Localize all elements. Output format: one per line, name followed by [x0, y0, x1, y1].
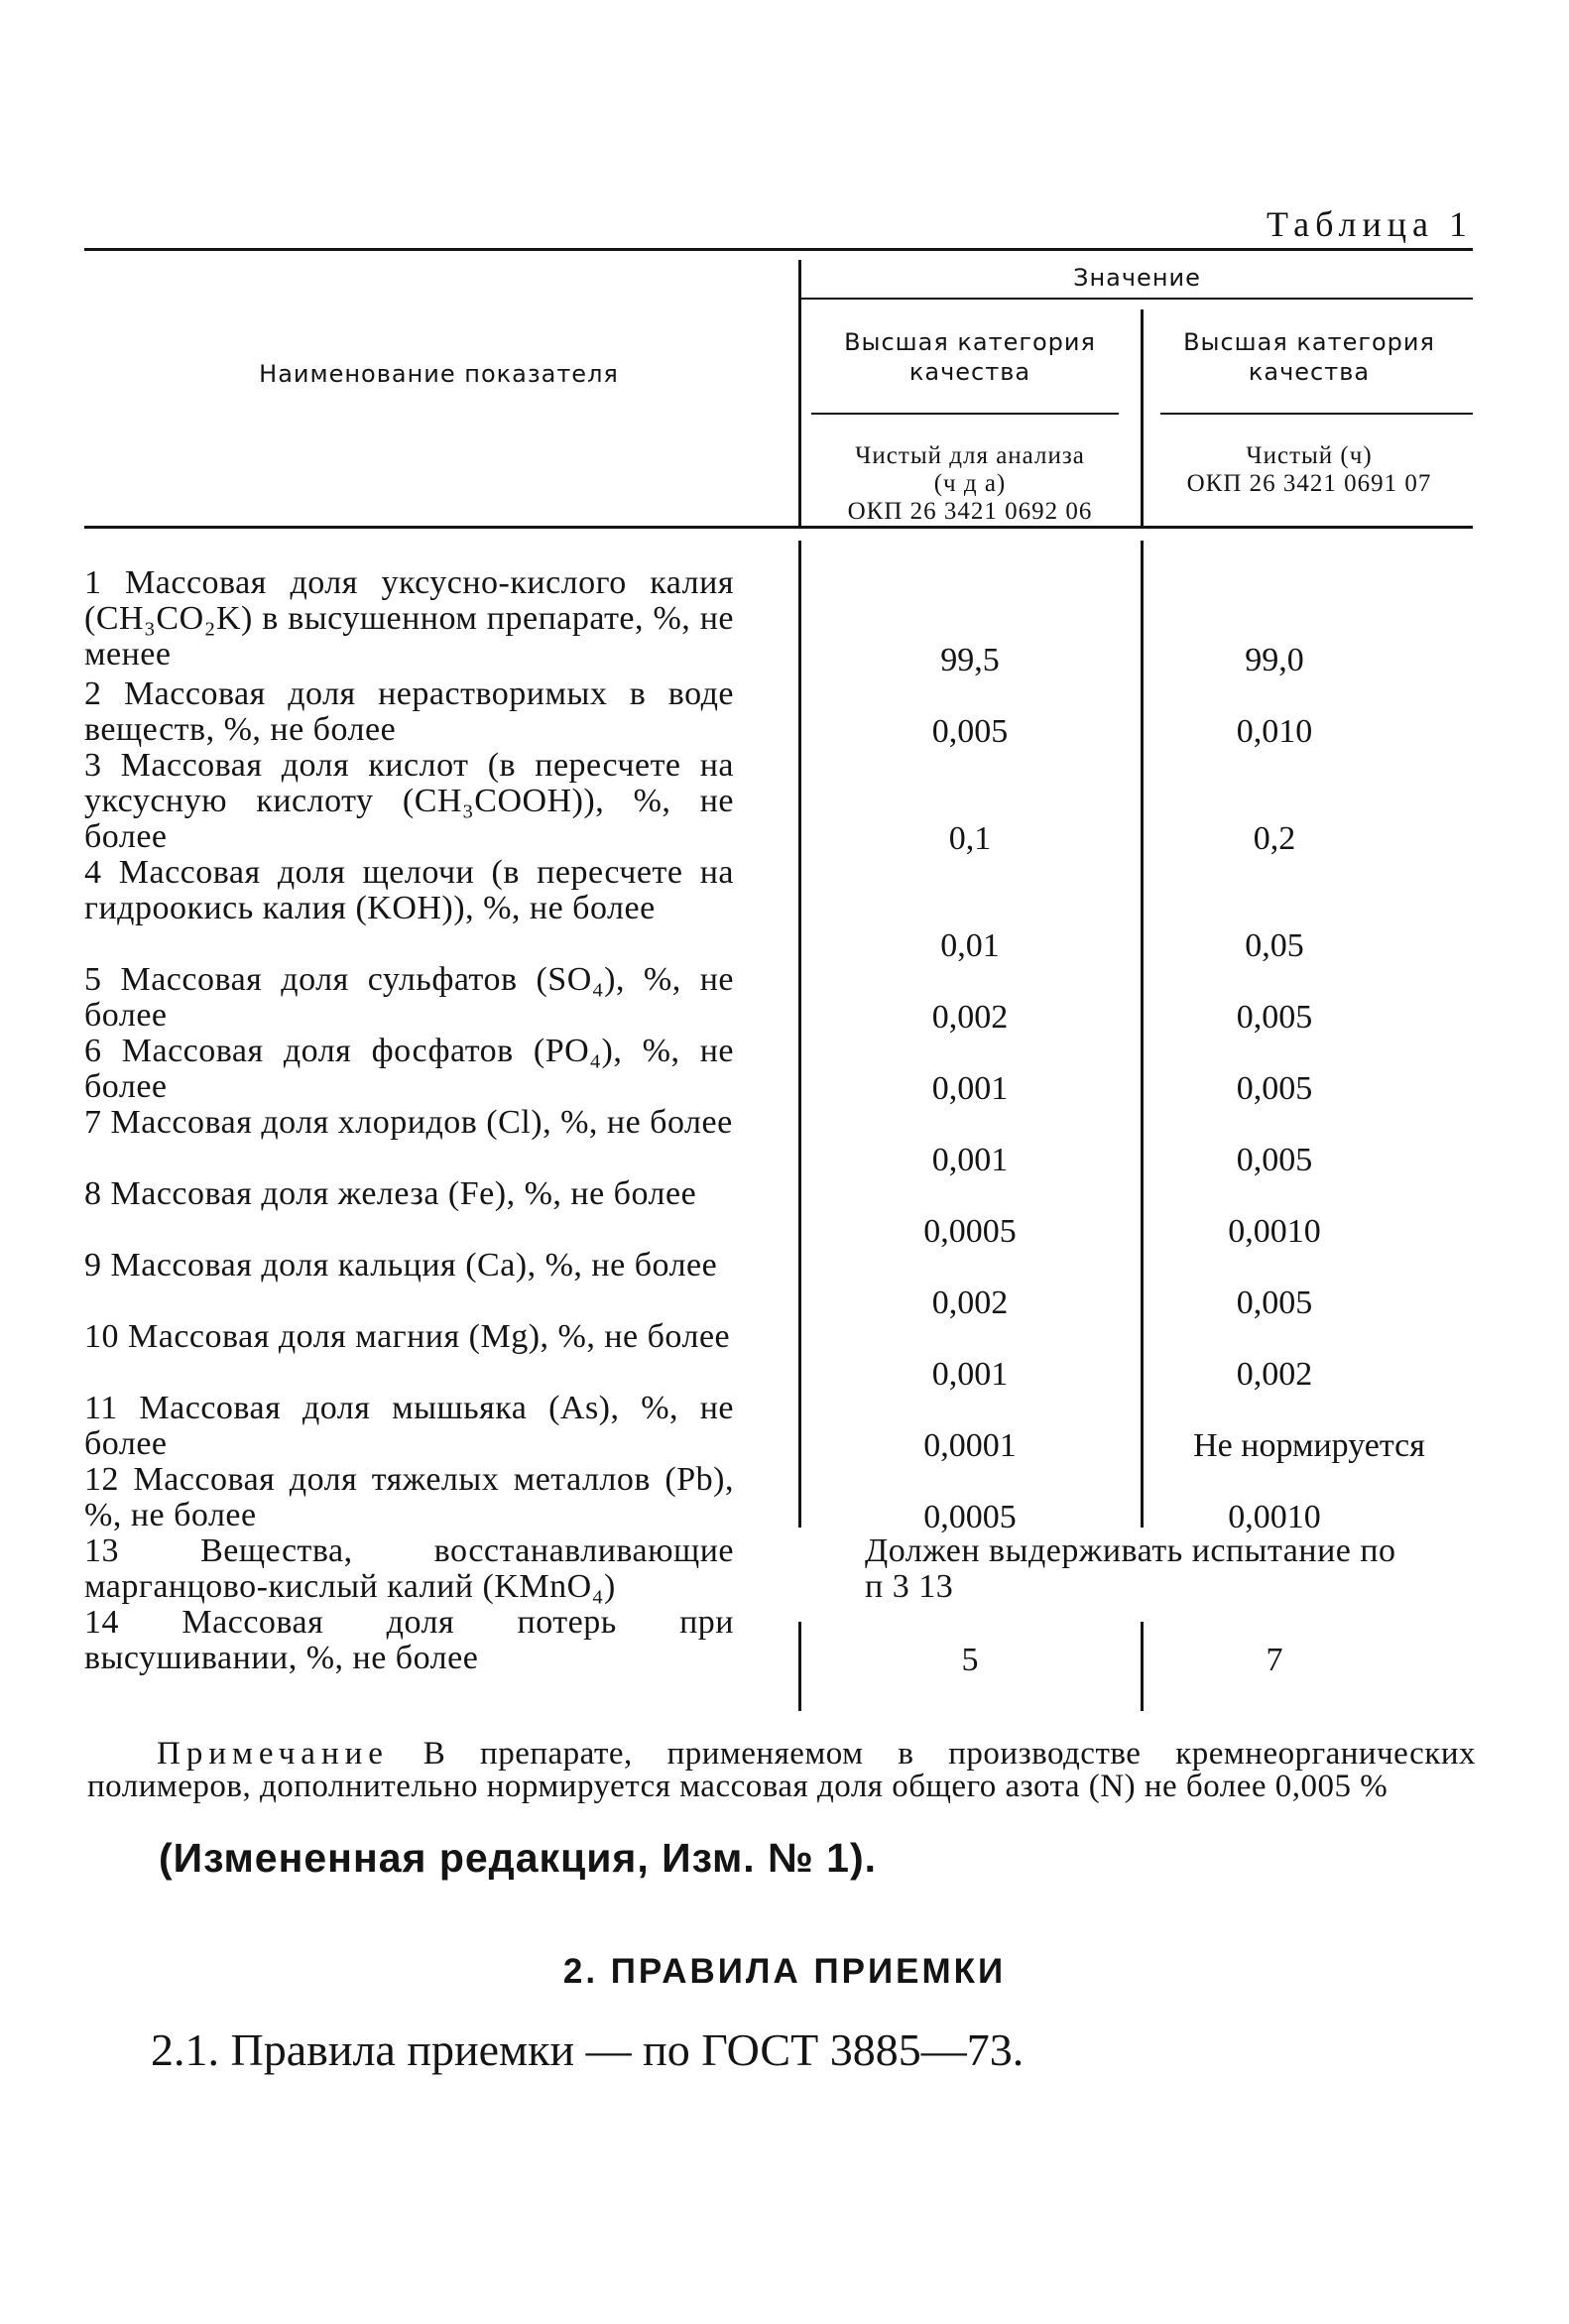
value-group-rule: [798, 298, 1473, 300]
table-caption: Таблица 1: [1267, 204, 1473, 244]
header-col1-grade: Чистый для анализа (ч д а) ОКП 26 3421 0692 06: [847, 442, 1093, 525]
header-value-group: Значение: [1073, 264, 1201, 292]
row-8-value-col2: 0,0010: [1228, 1213, 1321, 1250]
row-14-text: 14 Массовая доля потерь при высушивании, %, не более: [84, 1604, 734, 1676]
header-col2-category: Высшая категория качества: [1183, 328, 1435, 386]
row-3-text: 3 Массовая доля кислот (в пересчете на уксусную кислоту (CH₃COOH)), %, не более: [84, 747, 734, 855]
row-5-value-col1: 0,002: [931, 999, 1009, 1036]
category-rule-col1: [811, 413, 1119, 415]
row-11-value-col1: 0,0001: [923, 1427, 1017, 1464]
row-9-text: 9 Массовая доля кальция (Ca), %, не более: [84, 1247, 718, 1284]
row-12-value-col1: 0,0005: [923, 1499, 1017, 1535]
row-6-value-col1: 0,001: [931, 1070, 1009, 1107]
row-2-value-col1: 0,005: [931, 713, 1009, 750]
category-rule-col2: [1160, 413, 1473, 415]
row-6-value-col2: 0,005: [1236, 1070, 1313, 1107]
row-8-text: 8 Массовая доля железа (Fe), %, не более: [84, 1175, 697, 1212]
row-1-text: 1 Массовая доля уксусно-кислого калия (CH₃CO₂K) в высушенном препарате, %, не менее: [84, 564, 734, 673]
header-name-column: Наименование показателя: [259, 360, 619, 388]
row-12-text: 12 Массовая доля тяжелых металлов (Pb), %, не более: [84, 1461, 734, 1533]
row-11-value-col2: Не нормируется: [1193, 1427, 1425, 1464]
row-3-value-col1: 0,1: [948, 820, 992, 857]
row-14-value-col2: 7: [1266, 1642, 1283, 1678]
row-5-value-col2: 0,005: [1236, 999, 1313, 1036]
note-text: В препарате, применяемом в производстве кремнеорганических полимеров, дополнительно нормируется массовая доля общего азота (N) не более 0,005 %: [87, 1736, 1476, 1804]
rule-2-1: 2.1. Правила приемки — по ГОСТ 3885—73.: [151, 2024, 1025, 2075]
col-separator-mid-header: [1141, 309, 1144, 526]
row-13-span-value: Должен выдерживать испытание по п 3 13: [865, 1532, 1396, 1605]
row-3-value-col2: 0,2: [1253, 820, 1296, 857]
row-14-value-col1: 5: [961, 1642, 979, 1678]
table-top-rule: [84, 248, 1473, 251]
header-bottom-rule: [84, 526, 1473, 529]
note-lead: Примечание: [157, 1736, 389, 1772]
row-6-text: 6 Массовая доля фосфатов (PO₄), %, не более: [84, 1033, 734, 1105]
row-4-value-col1: 0,01: [940, 927, 1000, 964]
row-4-text: 4 Массовая доля щелочи (в пересчете на гидроокись калия (KOH)), %, не более: [84, 854, 734, 926]
row-7-value-col1: 0,001: [931, 1142, 1009, 1178]
row-1-value-col1: 99,5: [940, 642, 1000, 678]
col-separator-mid-body: [1141, 541, 1144, 1528]
amendment-note: (Измененная редакция, Изм. № 1).: [159, 1835, 878, 1881]
row-9-value-col2: 0,005: [1236, 1284, 1313, 1321]
row-1-value-col2: 99,0: [1245, 642, 1304, 678]
row-13-text: 13 Вещества, восстанавливающие марганцово-кислый калий (KMnO₄): [84, 1532, 734, 1605]
row-10-value-col1: 0,001: [931, 1356, 1009, 1393]
header-col1-category: Высшая категория качества: [844, 328, 1096, 386]
row-2-text: 2 Массовая доля нерастворимых в воде веществ, %, не более: [84, 675, 734, 748]
row-12-value-col2: 0,0010: [1228, 1499, 1321, 1535]
row-10-value-col2: 0,002: [1236, 1356, 1313, 1393]
col-separator-mid-body-end: [1141, 1622, 1144, 1711]
row-11-text: 11 Массовая доля мышьяка (As), %, не более: [84, 1390, 734, 1462]
row-2-value-col2: 0,010: [1236, 713, 1313, 750]
row-4-value-col2: 0,05: [1245, 927, 1304, 964]
section-title: 2. ПРАВИЛА ПРИЕМКИ: [562, 1952, 1007, 1991]
header-col2-grade: Чистый (ч) ОКП 26 3421 0691 07: [1186, 442, 1432, 497]
row-5-text: 5 Массовая доля сульфатов (SO₄), %, не более: [84, 961, 734, 1034]
row-9-value-col1: 0,002: [931, 1284, 1009, 1321]
row-10-text: 10 Массовая доля магния (Mg), %, не более: [84, 1318, 731, 1355]
row-7-value-col2: 0,005: [1236, 1142, 1313, 1178]
row-7-text: 7 Массовая доля хлоридов (Cl), %, не более: [84, 1104, 733, 1141]
table-note: [87, 1738, 1476, 1803]
row-8-value-col1: 0,0005: [923, 1213, 1017, 1250]
